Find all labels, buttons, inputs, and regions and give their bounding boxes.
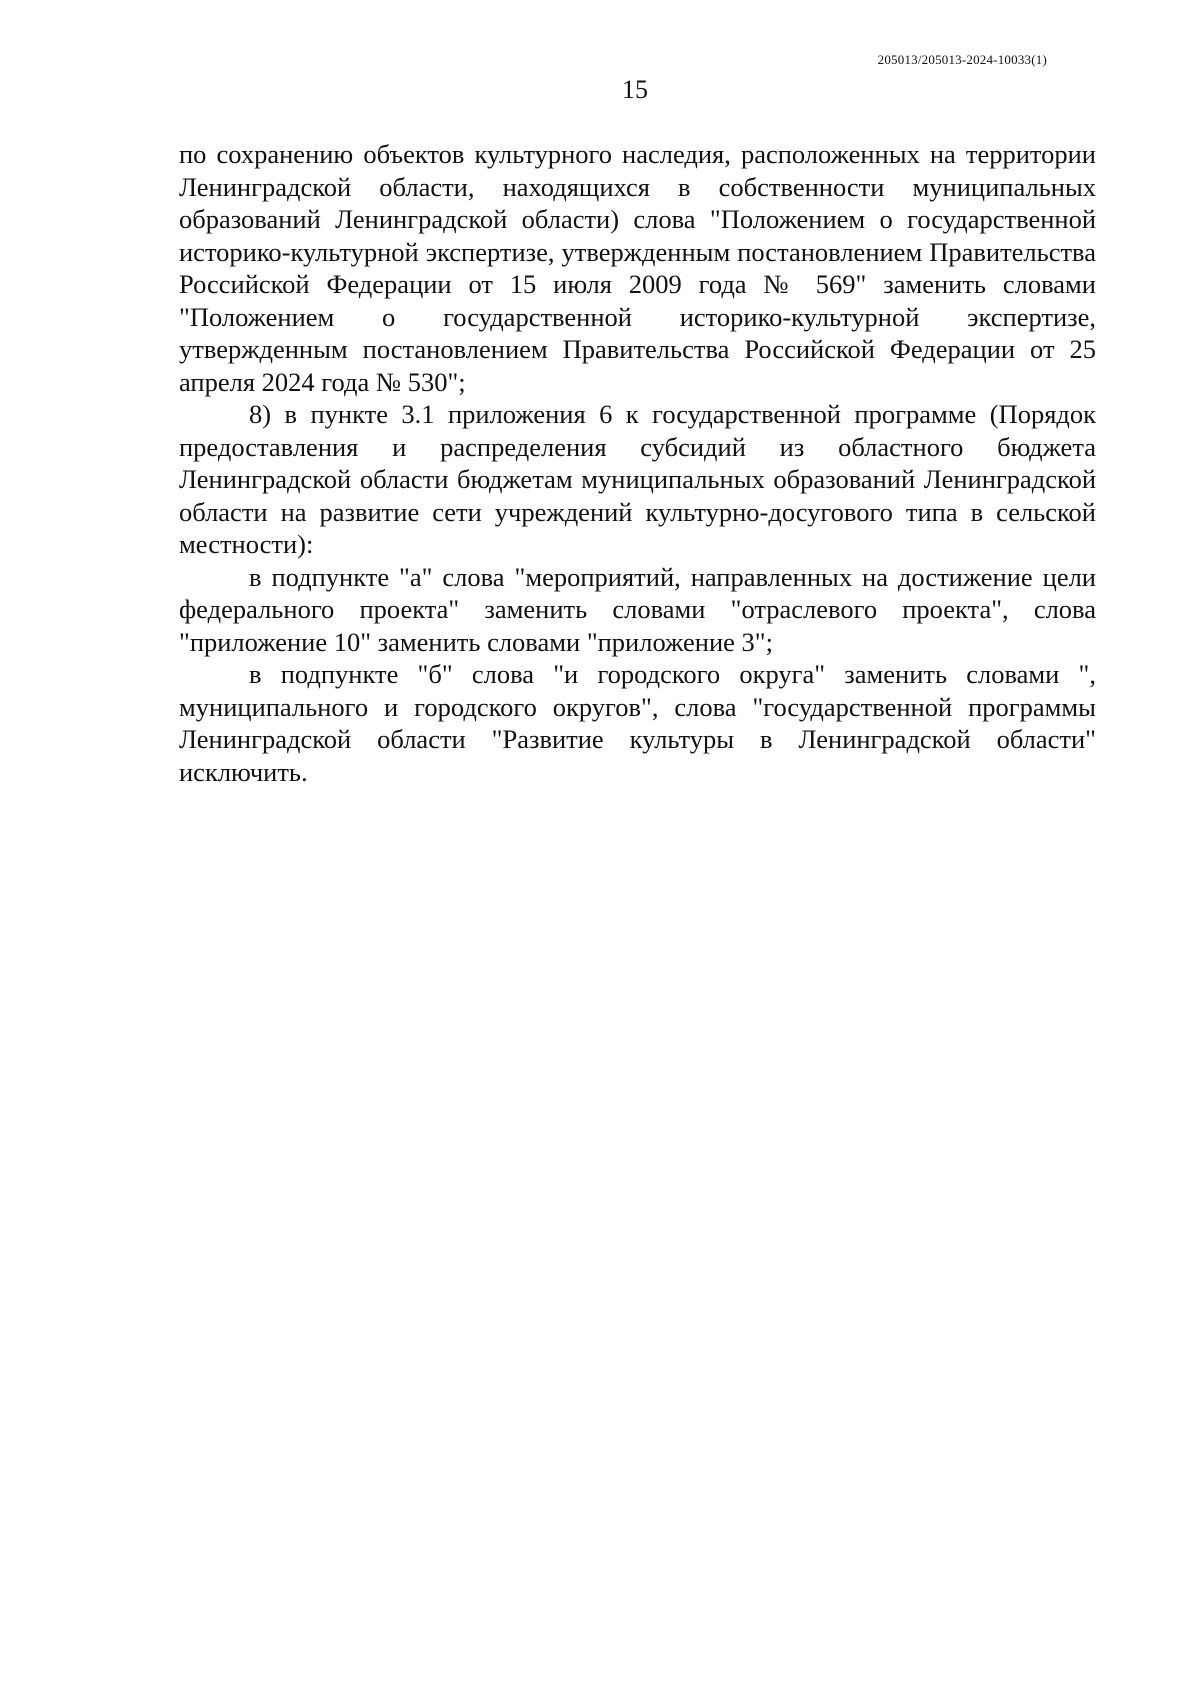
page-number: 15 [622,75,648,104]
paragraph-subitem-b: в подпункте "б" слова "и городского округа" заменить словами ", муниципального и городского округов", слова "государственной программы Ленинградской области "Развитие культуры в Ленинградской области" исключить. [179,659,1096,787]
document-body [179,138,1096,788]
paragraph-continuation: по сохранению объектов культурного наследия, расположенных на территории Ленинградской области, находящихся в собственности муниципальных образований Ленинградской области) слова "Положением о государственной историко-культурной экспертизе, утвержденным постановлением Правительства Российской Федерации от 15 июля 2009 года № 569" заменить словами "Положением о государственной историко-культурной экспертизе, утвержденным постановлением Правительства Российской Федерации от 25 апреля 2024 года № 530"; [179,139,1096,397]
paragraph-item-8: 8) в пункте 3.1 приложения 6 к государственной программе (Порядок предоставления и распределения субсидий из областного бюджета Ленинградской области бюджетам муниципальных образований Ленинградской области на развитие сети учреждений культурно-досугового типа в сельской местности): [179,399,1096,559]
paragraph-subitem-a: в подпункте "а" слова "мероприятий, направленных на достижение цели федерального проекта" заменить словами "отраслевого проекта", слова "приложение 10" заменить словами "приложение 3"; [179,561,1096,657]
document-registration-number: 205013/205013-2024-10033(1) [877,52,1047,67]
